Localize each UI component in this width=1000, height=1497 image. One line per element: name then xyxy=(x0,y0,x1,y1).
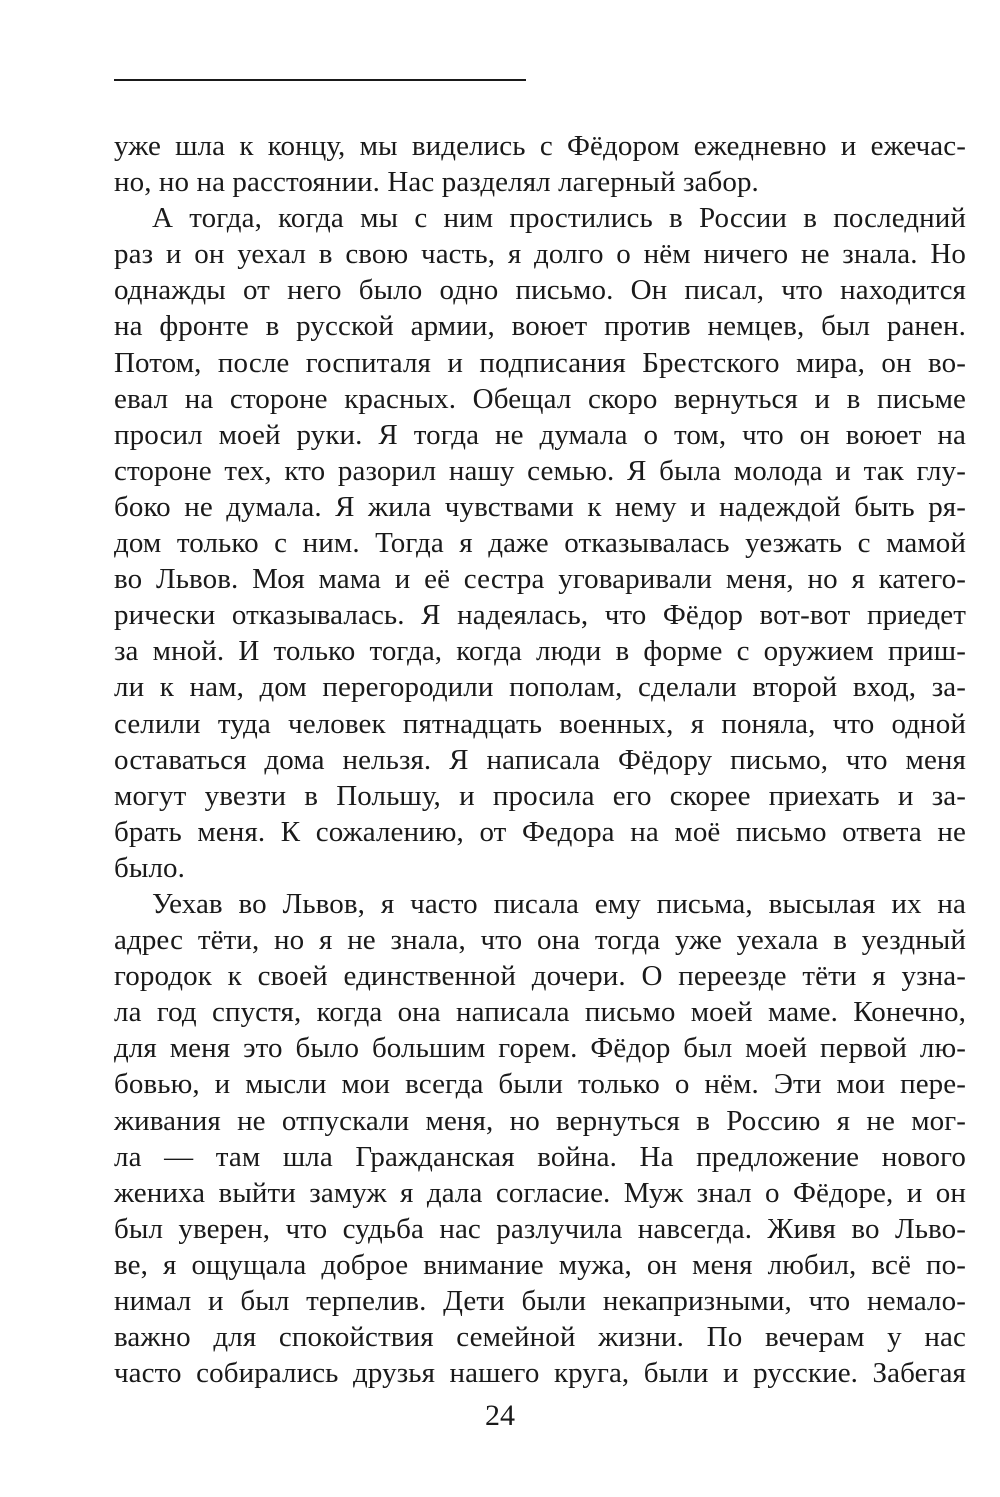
text-line: брать меня. К сожалению, от Федора на моё письмо ответа не xyxy=(114,815,966,848)
text-line: стороне тех, кто разорил нашу семью. Я была молода и так глу- xyxy=(114,454,966,487)
text-line: дом только с ним. Тогда я даже отказывалась уезжать с мамой xyxy=(114,527,966,560)
text-line: ла год спустя, когда она написала письмо моей маме. Конечно, xyxy=(114,996,966,1029)
text-line: боко не думала. Я жила чувствами к нему и надеждой быть ря- xyxy=(114,490,966,523)
text-line: А тогда, когда мы с ним простились в России в последний xyxy=(152,202,966,235)
text-line: просил моей руки. Я тогда не думала о том, что он воюет на xyxy=(114,418,966,451)
text-line: оставаться дома нельзя. Я написала Фёдору письмо, что меня xyxy=(114,743,966,776)
text-line: евал на стороне красных. Обещал скоро вернуться и в письме xyxy=(114,382,966,415)
page-number: 24 xyxy=(485,1399,515,1432)
text-line: живания не отпускали меня, но вернуться в Россию я не мог- xyxy=(114,1104,966,1137)
text-line: был уверен, что судьба нас разлучила навсегда. Живя во Льво- xyxy=(114,1212,966,1245)
top-rule xyxy=(114,79,526,81)
text-line: рически отказывалась. Я надеялась, что Фёдор вот-вот приедет xyxy=(114,599,966,632)
text-line: городок к своей единственной дочери. О переезде тёти я узна- xyxy=(114,960,966,993)
text-line: селили туда человек пятнадцать военных, я поняла, что одной xyxy=(114,707,966,740)
text-line: однажды от него было одно письмо. Он писал, что находится xyxy=(114,274,966,307)
text-line: раз и он уехал в свою часть, я долго о нём ничего не знала. Но xyxy=(114,238,966,271)
text-line: ла — там шла Гражданская война. На предложение нового xyxy=(114,1140,966,1173)
text-line: Уехав во Львов, я часто писала ему письма, высылая их на xyxy=(152,887,966,920)
text-line: за мной. И только тогда, когда люди в форме с оружием приш- xyxy=(114,635,966,668)
text-line: жениха выйти замуж я дала согласие. Муж знал о Фёдоре, и он xyxy=(114,1176,966,1209)
text-line: часто собирались друзья нашего круга, были и русские. Забегая xyxy=(114,1357,966,1390)
text-line: нимал и был терпелив. Дети были некапризными, что немало- xyxy=(114,1285,966,1317)
text-line: было. xyxy=(114,851,185,884)
text-line: но, но на расстоянии. Нас разделял лагерный забор. xyxy=(114,166,759,199)
text-line: для меня это было большим горем. Фёдор был моей первой лю- xyxy=(114,1032,966,1065)
text-line: во Львов. Моя мама и её сестра уговаривали меня, но я катего- xyxy=(114,563,966,596)
text-line: ли к нам, дом перегородили пополам, сделали второй вход, за- xyxy=(114,671,966,704)
text-line: могут увезти в Польшу, и просила его скорее приехать и за- xyxy=(114,779,966,812)
text-line: адрес тёти, но я не знала, что она тогда уже уехала в уездный xyxy=(114,924,966,957)
text-line: уже шла к концу, мы виделись с Фёдором ежедневно и ежечас- xyxy=(114,130,966,162)
text-line: Потом, после госпиталя и подписания Брестского мира, он во- xyxy=(114,346,966,379)
text-line: бовью, и мысли мои всегда были только о нём. Эти мои пере- xyxy=(114,1068,966,1101)
text-line: на фронте в русской армии, воюет против немцев, был ранен. xyxy=(114,310,966,343)
body-text xyxy=(114,128,966,1391)
text-line: ве, я ощущала доброе внимание мужа, он меня любил, всё по- xyxy=(114,1248,966,1281)
text-line: важно для спокойствия семейной жизни. По вечерам у нас xyxy=(114,1321,966,1354)
